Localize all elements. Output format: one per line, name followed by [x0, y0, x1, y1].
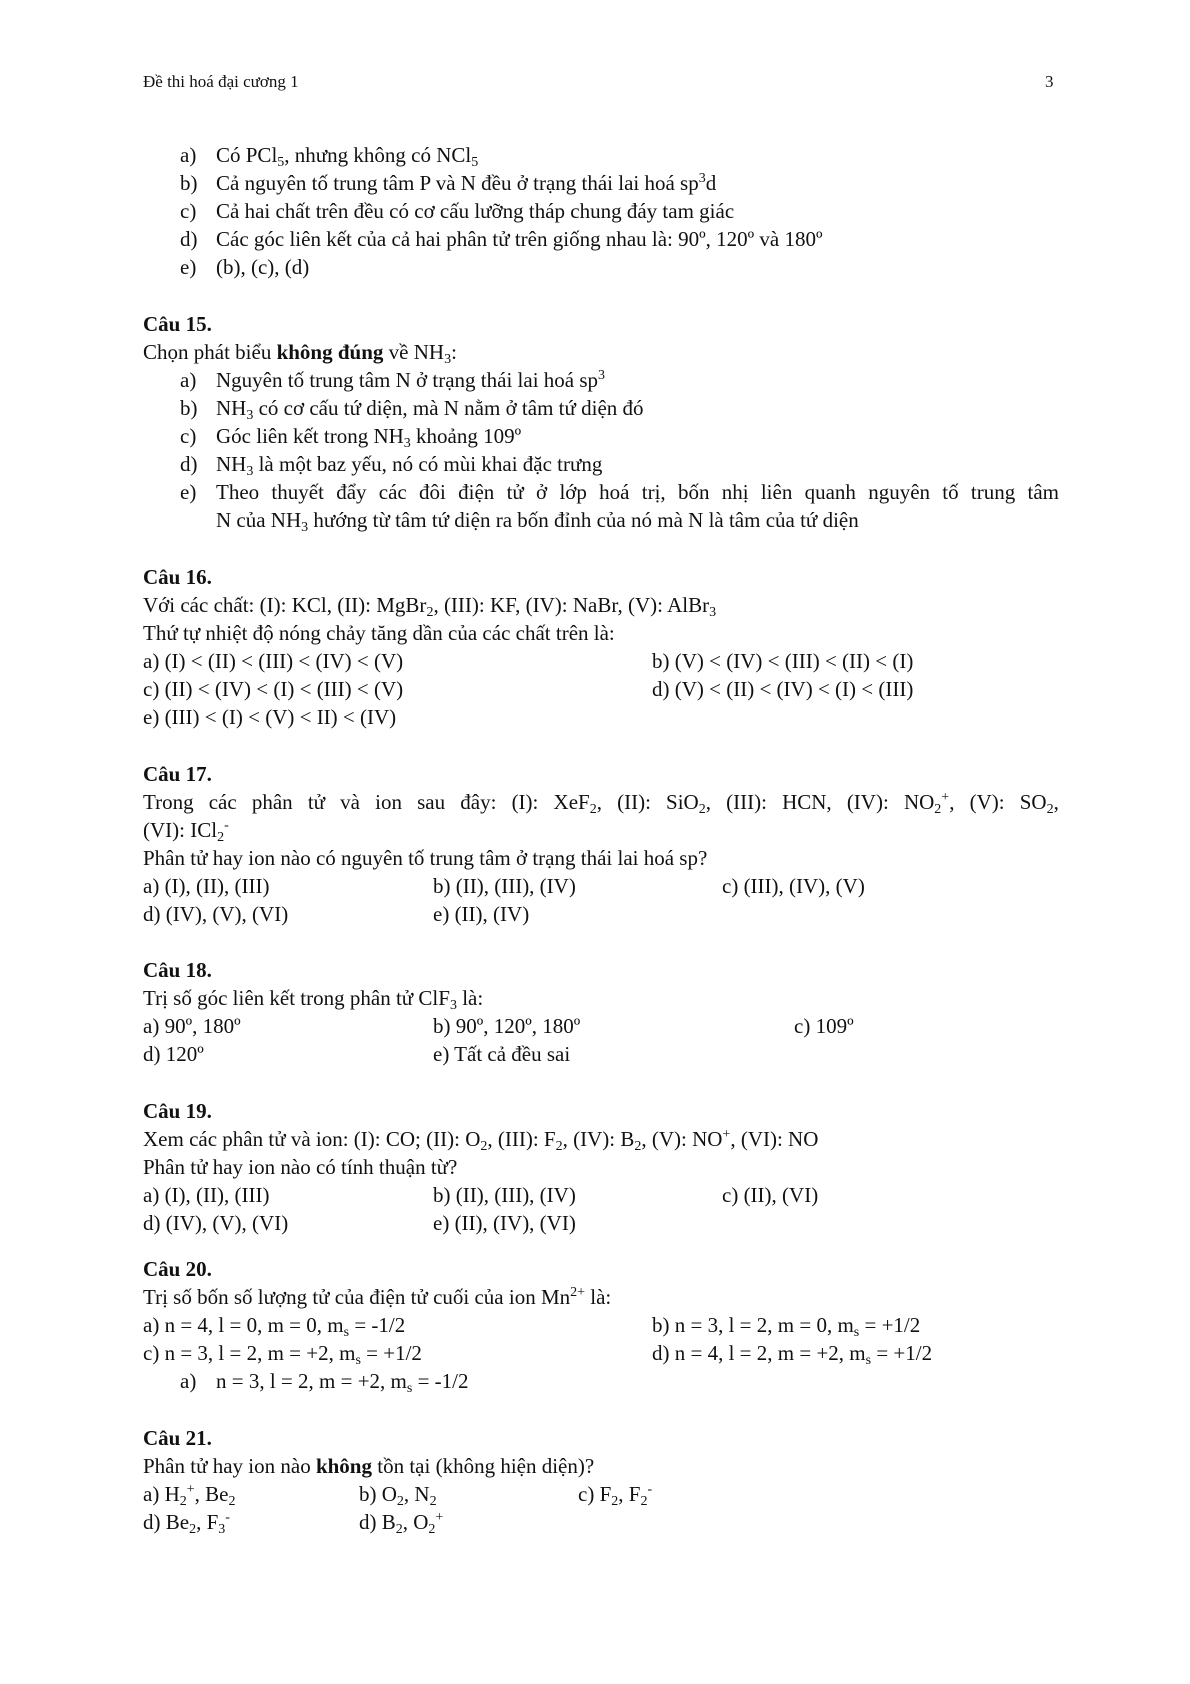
header-title: Đề thi hoá đại cương 1 [143, 72, 299, 91]
q16-title: Câu 16. [143, 565, 212, 589]
q21-option-d: d) $Be_2$, $F_3^-$ [143, 1510, 230, 1537]
q14-option-e: e) [180, 255, 197, 279]
q20-option-b: b) n = 3, l = 2, m = 0, $m_s = +1/2$ [652, 1313, 921, 1340]
q21-option-e: d) $B_2$, $O_2^+$ [359, 1510, 444, 1537]
q15-stem: Chọn phát biểu không đúng về $NH_3$: [143, 340, 457, 367]
q18-option-a: a) 90º, 180º [143, 1014, 241, 1038]
page-number: 3 [1045, 72, 1054, 91]
q20-stem: Trị số bốn số lượng tử của điện tử cuối của ion $Mn^{2+}$ là: [143, 1285, 612, 1309]
q18-title: Câu 18. [143, 958, 212, 982]
q17-option-d: d) (IV), (V), (VI) [143, 902, 289, 926]
q21-stem: Phân tử hay ion nào không tồn tại (không hiện diện)? [143, 1454, 595, 1478]
q19-option-e: e) (II), (IV), (VI) [433, 1211, 576, 1235]
q14-option-c-text: Cả hai chất trên đều có cơ cấu lưỡng tháp chung đáy tam giác [216, 199, 735, 223]
q16-option-a: a) (I) < (II) < (III) < (IV) < (V) [143, 649, 404, 673]
q18-option-c: c) 109º [794, 1014, 854, 1038]
q18-option-d: d) 120º [143, 1042, 204, 1066]
q15-option-b: b) [180, 396, 198, 420]
q20-option-d: d) n = 4, l = 2, m = +2, $m_s = +1/2$ [652, 1341, 933, 1368]
q21-option-b: b) $O_2$, $N_2$ [359, 1482, 437, 1509]
q15-option-b-text: $NH_3$ có cơ cấu tứ diện, mà N nằm ở tâm tứ diện đó [216, 396, 644, 423]
q17-stem-line1: Trong các phân tử và ion sau đây: (I): XeF$_2$, (II): SiO$_2$, (III): HCN, (IV): $NO_2^+$, (V): $SO_2$, [143, 790, 1059, 817]
q20-option-c: c) n = 3, l = 2, m = +2, $m_s = +1/2$ [143, 1341, 422, 1368]
q16-option-e: e) (III) < (I) < (V) < II) < (IV) [143, 705, 397, 729]
q17-option-c: c) (III), (IV), (V) [722, 874, 865, 898]
q15-option-e-line1: Theo thuyết đẩy các đôi điện tử ở lớp hoá trị, bốn nhị liên quanh nguyên tố trung tâm [216, 480, 1059, 504]
q14-option-c: c) [180, 199, 197, 223]
q20-title: Câu 20. [143, 1257, 212, 1281]
q18-option-e: e) Tất cả đều sai [433, 1042, 571, 1066]
q15-option-e-line2: N của $NH_3$ hướng từ tâm tứ diện ra bốn đỉnh của nó mà N là tâm của tứ diện [216, 508, 859, 535]
q16-stem: Với các chất: (I): KCl, (II): MgBr$_2$, (III): KF, (IV): NaBr, (V): AlBr$_3$ [143, 593, 717, 620]
q20-option-e-label: a) [180, 1369, 197, 1393]
q16-stem2: Thứ tự nhiệt độ nóng chảy tăng dần của các chất trên là: [143, 621, 615, 645]
q15-option-a-text: Nguyên tố trung tâm N ở trạng thái lai hoá $sp^3$ [216, 368, 606, 392]
q14-option-d-text: Các góc liên kết của cả hai phân tử trên giống nhau là: 90º, 120º và 180º [216, 227, 823, 251]
q17-title: Câu 17. [143, 762, 212, 786]
q17-option-b: b) (II), (III), (IV) [433, 874, 576, 898]
q19-stem: Xem các phân tử và ion: (I): CO; (II): $O_2$, (III): $F_2$, (IV): $B_2$, (V): NO+, (VI): NO [143, 1127, 819, 1154]
q14-option-b: b) [180, 171, 198, 195]
q14-option-a-text: Có PCl$_5$, nhưng không có NCl$_5$ [216, 143, 479, 170]
q17-stem-line2: (VI): ICl$_2$- [143, 818, 229, 845]
q19-stem2: Phân tử hay ion nào có tính thuận từ? [143, 1155, 458, 1179]
q17-stem2: Phân tử hay ion nào có nguyên tố trung tâm ở trạng thái lai hoá sp? [143, 846, 708, 870]
q15-option-d: d) [180, 452, 198, 476]
q19-option-d: d) (IV), (V), (VI) [143, 1211, 289, 1235]
q16-option-b: b) (V) < (IV) < (III) < (II) < (I) [652, 649, 914, 673]
q15-option-d-text: $NH_3$ là một baz yếu, nó có mùi khai đặc trưng [216, 452, 603, 479]
q14-option-a: a) [180, 143, 197, 167]
q19-option-c: c) (II), (VI) [722, 1183, 819, 1207]
q21-option-c: c) $F_2$, $F_2^-$ [578, 1482, 653, 1509]
q15-title: Câu 15. [143, 312, 212, 336]
q15-option-e: e) [180, 480, 197, 504]
q16-option-d: d) (V) < (II) < (IV) < (I) < (III) [652, 677, 914, 701]
q20-option-e: n = 3, l = 2, m = +2, $m_s = -1/2$ [216, 1369, 469, 1396]
q15-option-c-text: Góc liên kết trong $NH_3$ khoảng 109º [216, 424, 522, 451]
q18-stem: Trị số góc liên kết trong phân tử ClF$_3$ là: [143, 986, 484, 1013]
q17-option-a: a) (I), (II), (III) [143, 874, 270, 898]
q18-option-b: b) 90º, 120º, 180º [433, 1014, 581, 1038]
q15-option-a: a) [180, 368, 197, 392]
q15-option-c: c) [180, 424, 197, 448]
q17-option-e: e) (II), (IV) [433, 902, 530, 926]
q19-option-a: a) (I), (II), (III) [143, 1183, 270, 1207]
q14-option-b-text: Cả nguyên tố trung tâm P và N đều ở trạng thái lai hoá $sp^3d$ [216, 171, 717, 195]
q14-option-d: d) [180, 227, 198, 251]
q19-title: Câu 19. [143, 1099, 212, 1123]
q19-option-b: b) (II), (III), (IV) [433, 1183, 576, 1207]
q14-option-e-text: (b), (c), (d) [216, 255, 310, 279]
q21-title: Câu 21. [143, 1426, 212, 1450]
q20-option-a: a) n = 4, l = 0, m = 0, $m_s = -1/2$ [143, 1313, 406, 1340]
q21-option-a: a) $H_2^+$, $Be_2$ [143, 1482, 236, 1509]
q16-option-c: c) (II) < (IV) < (I) < (III) < (V) [143, 677, 404, 701]
